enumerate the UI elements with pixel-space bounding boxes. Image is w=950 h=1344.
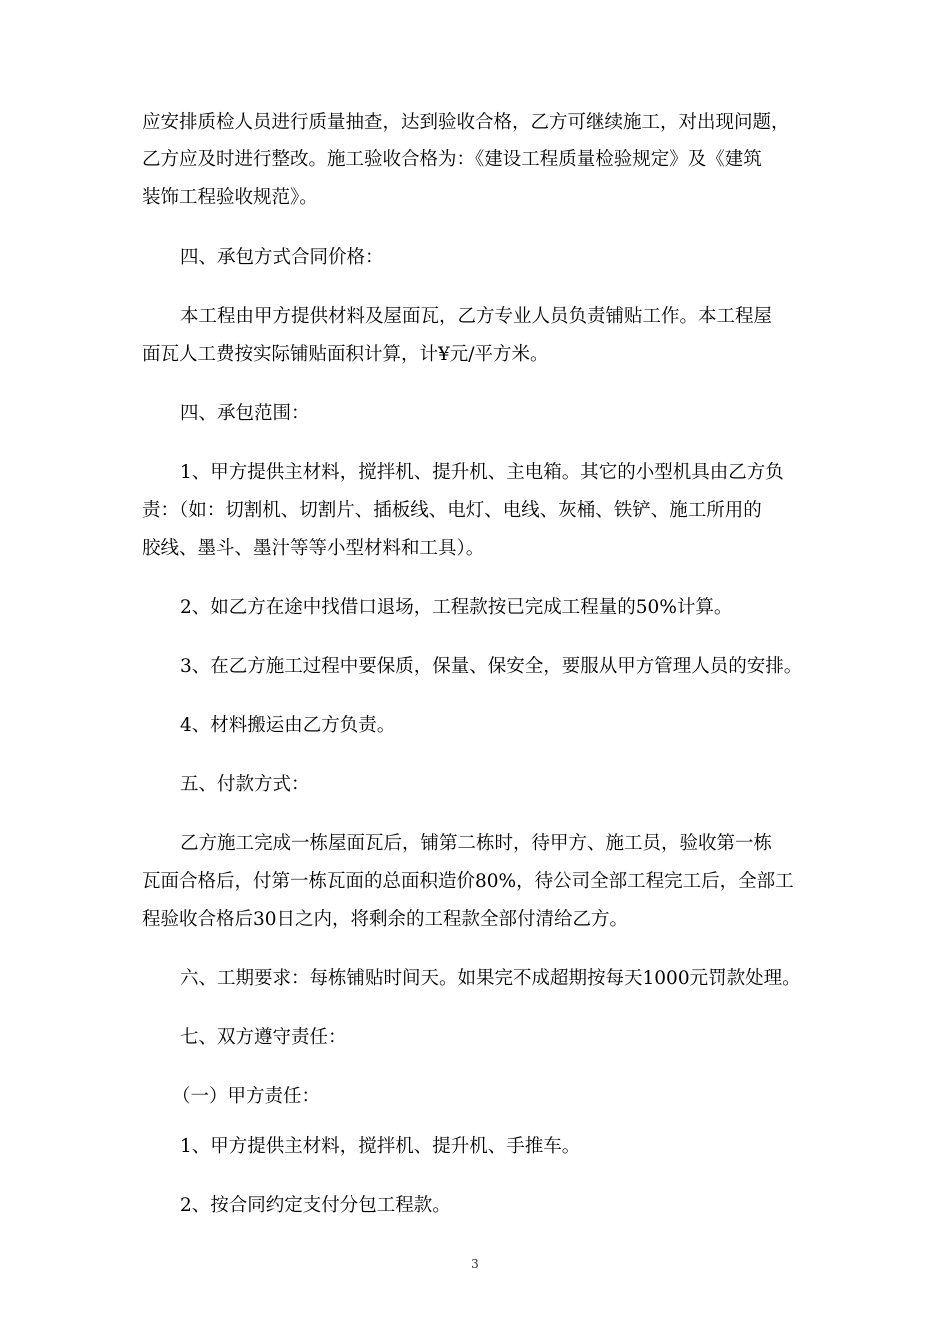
text-line: 装饰工程验收规范》。 (142, 187, 318, 208)
text-line: 3、在乙方施工过程中要保质，保量、保安全，要服从甲方管理人员的安排。 (180, 656, 803, 677)
subsection-heading: （一）甲方责任： (172, 1086, 321, 1107)
text-line: 瓦面合格后，付第一栋瓦面的总面积造价80%，待公司全部工程完工后，全部工 (142, 871, 794, 892)
text-line: 乙方应及时进行整改。施工验收合格为：《建设工程质量检验规定》及《建筑 (142, 149, 762, 170)
text-line: 胶线、墨斗、墨汁等等小型材料和工具）。 (142, 538, 485, 559)
text-line: 1、甲方提供主材料，搅拌机、提升机、主电箱。其它的小型机具由乙方负 (180, 462, 784, 483)
text-line: 2、按合同约定支付分包工程款。 (180, 1195, 451, 1216)
text-line: 本工程由甲方提供材料及屋面瓦，乙方专业人员负责铺贴工作。本工程屋 (180, 306, 773, 327)
text-line: 责：（如：切割机、切割片、插板线、电灯、电线、灰桶、铁铲、施工所用的 (142, 500, 762, 521)
section-heading: 四、承包方式合同价格： (180, 247, 384, 268)
section-heading: 五、付款方式： (180, 774, 310, 795)
text-line: 1、甲方提供主材料，搅拌机、提升机、手推车。 (180, 1136, 581, 1157)
text-line: 乙方施工完成一栋屋面瓦后，铺第二栋时，待甲方、施工员，验收第一栋 (180, 833, 773, 854)
section-heading: 七、双方遵守责任： (180, 1027, 347, 1048)
text-line: 2、如乙方在途中找借口退场，工程款按已完成工程量的50%计算。 (180, 597, 733, 618)
section-heading: 四、承包范围： (180, 403, 310, 424)
text-line: 4、材料搬运由乙方负责。 (180, 715, 396, 736)
text-line: 面瓦人工费按实际铺贴面积计算，计¥元/平方米。 (142, 344, 549, 365)
text-line: 程验收合格后30日之内，将剩余的工程款全部付清给乙方。 (142, 909, 629, 930)
text-line: 六、工期要求：每栋铺贴时间天。如果完不成超期按每天1000元罚款处理。 (180, 968, 801, 989)
page-number: 3 (471, 1257, 479, 1271)
text-line: 应安排质检人员进行质量抽查，达到验收合格，乙方可继续施工，对出现问题， (142, 112, 790, 133)
